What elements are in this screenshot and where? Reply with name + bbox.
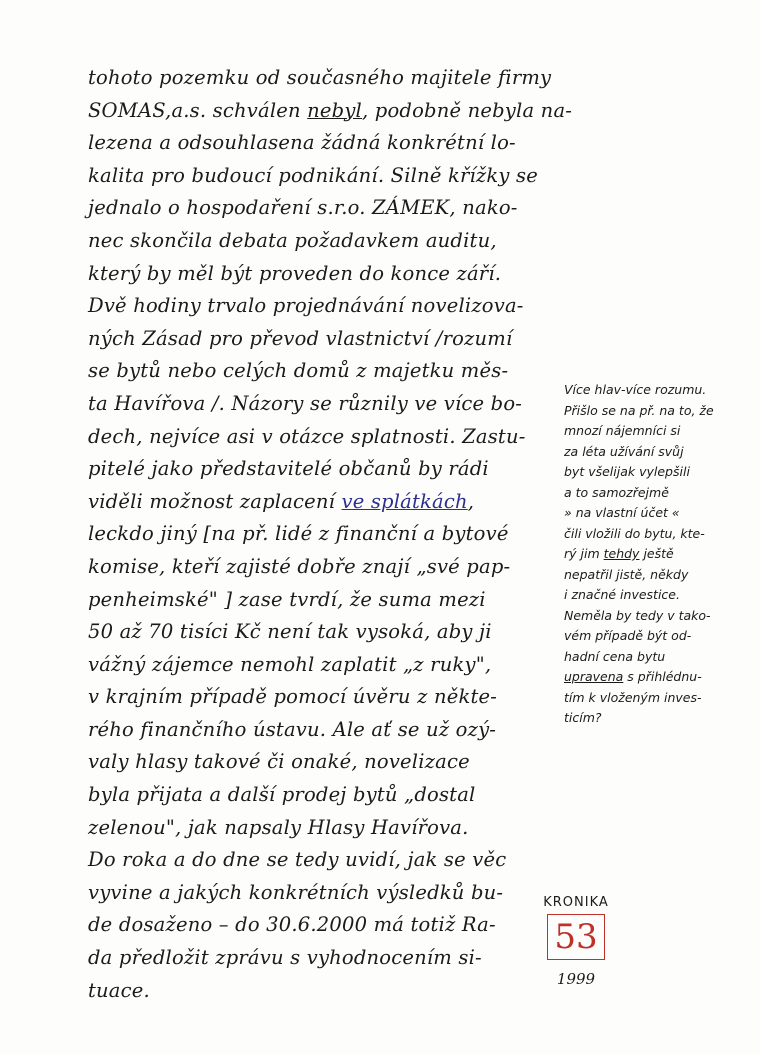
note-line — [564, 667, 754, 688]
text-fragment: rý jim — [564, 546, 604, 561]
note-line: i značné investice. — [564, 587, 680, 602]
underlined-word: nebyl — [307, 98, 362, 122]
note-line: » na vlastní účet « — [564, 505, 680, 520]
text-line: penheimské" ] zase tvrdí, že suma mezi — [88, 587, 486, 611]
text-line: valy hlasy takové či onaké, novelizace — [88, 750, 470, 774]
margin-note — [564, 380, 754, 729]
text-fragment: , — [467, 489, 475, 513]
text-line: který by měl být proveden do konce září. — [88, 261, 502, 285]
text-line: byla přijata a další prodej bytů „dostal — [88, 783, 476, 807]
note-line: ticím? — [564, 710, 602, 725]
page-number-box — [547, 914, 605, 960]
note-line: byt všelijak vylepšili — [564, 464, 690, 479]
note-line: nepatřil jistě, někdy — [564, 566, 689, 582]
text-line: leckdo jiný [na př. lidé z finanční a bytové — [88, 522, 509, 546]
note-line: vém případě být od- — [564, 628, 692, 643]
note-line: Přišlo se na př. na to, že — [564, 402, 714, 418]
note-line: Více hlav-více rozumu. — [564, 382, 707, 397]
underlined-word: tehdy — [603, 546, 640, 561]
note-line: hadní cena bytu — [564, 648, 666, 664]
text-line: zelenou", jak napsaly Hlasy Havířova. — [88, 815, 469, 839]
text-line: nec skončila debata požadavkem auditu, — [88, 228, 497, 252]
note-line: mnozí nájemníci si — [564, 423, 681, 438]
text-line: jednalo o hospodaření s.r.o. ZÁMEK, nako- — [88, 196, 518, 220]
note-line: čili vložili do bytu, kte- — [564, 525, 705, 541]
note-line: a to samozřejmě — [564, 484, 669, 500]
note-line: Neměla by tedy v tako- — [564, 607, 711, 623]
text-line: ta Havířova /. Názory se různily ve více bo- — [88, 391, 523, 415]
stamp-year: 1999 — [556, 970, 596, 988]
note-line: tím k vloženým inves- — [564, 689, 702, 705]
page-number: 53 — [554, 917, 598, 957]
text-line: de dosaženo – do 30.6.2000 má totiž Ra- — [88, 913, 496, 937]
text-line: komise, kteří zajisté dobře znají „své pap- — [88, 554, 511, 578]
text-line: Do roka a do dne se tedy uvidí, jak se věc — [88, 848, 507, 872]
text-line: dech, nejvíce asi v otázce splatnosti. Zastu- — [88, 424, 526, 448]
text-fragment: ještě — [639, 546, 674, 561]
text-line: v krajním případě pomocí úvěru z někte- — [88, 685, 498, 709]
text-line: vážný zájemce nemohl zaplatit „z ruky", — [88, 652, 492, 676]
text-line: tuace. — [88, 978, 150, 1002]
text-line: se bytů nebo celých domů z majetku měs- — [88, 359, 509, 383]
text-fragment: SOMAS,a.s. schválen — [88, 98, 308, 122]
text-line — [88, 95, 573, 128]
blue-highlight-phrase: ve splátkách — [341, 489, 468, 513]
text-line: da předložit zprávu s vyhodnocením si- — [88, 946, 482, 970]
text-fragment: s přihlédnu- — [623, 669, 702, 684]
text-line: pitelé jako představitelé občanů by rádi — [88, 457, 489, 481]
note-line — [564, 544, 754, 565]
text-line: rého finančního ústavu. Ale ať se už ozý- — [88, 717, 497, 741]
text-line: tohoto pozemku od současného majitele firmy — [88, 66, 552, 89]
text-line: 50 až 70 tisíci Kč není tak vysoká, aby ji — [88, 620, 492, 644]
text-line — [88, 486, 543, 519]
text-line: vyvine a jakých konkrétních výsledků bu- — [88, 880, 504, 904]
text-line: lezena a odsouhlasena žádná konkrétní lo- — [88, 131, 516, 155]
stamp-label: KRONIKA — [543, 895, 609, 910]
chronicle-page-stamp — [536, 895, 616, 988]
text-line: kalita pro budoucí podnikání. Silně křížky se — [88, 163, 538, 187]
note-line: za léta užívání svůj — [564, 443, 684, 459]
text-fragment: viděli možnost zaplacení — [88, 489, 342, 513]
chronicle-main-text — [88, 62, 573, 1007]
text-line: Dvě hodiny trvalo projednávání novelizova- — [88, 294, 524, 318]
text-fragment: , podobně nebyla na- — [362, 98, 573, 122]
text-line: ných Zásad pro převod vlastnictví /rozumí — [88, 326, 513, 350]
underlined-word: upravena — [564, 669, 624, 684]
